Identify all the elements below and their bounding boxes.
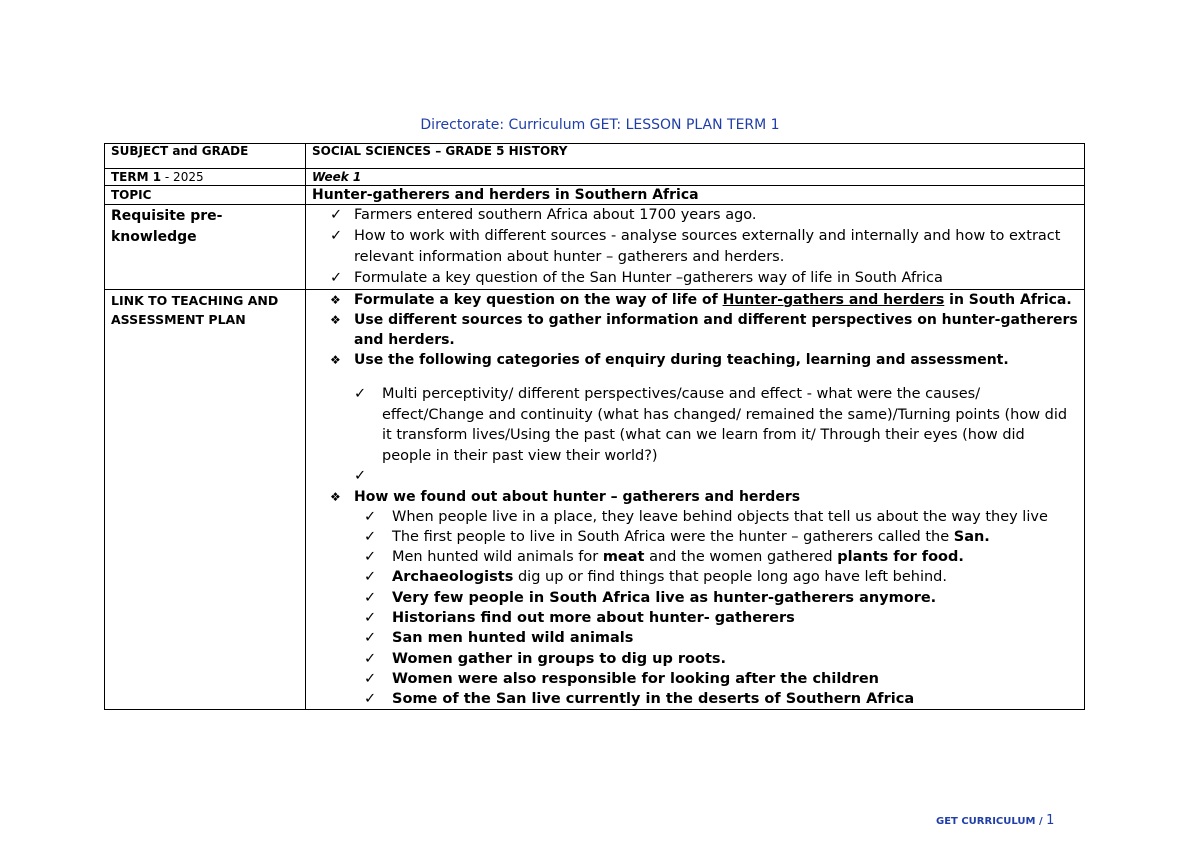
list-item-text: The first people to live in South Africa were the hunter – gatherers called the [392, 528, 954, 545]
check-icon: ✓ [330, 270, 343, 286]
list-item-text: Women were also responsible for looking after the children [392, 670, 879, 687]
diamond-bullet-icon: ❖ [330, 489, 341, 504]
check-icon: ✓ [364, 650, 377, 667]
page-title: Directorate: Curriculum GET: LESSON PLAN TERM 1 [420, 117, 780, 133]
list-item [330, 205, 1078, 226]
check-icon: ✓ [364, 691, 377, 708]
diamond-bullet-icon: ❖ [330, 353, 341, 367]
check-icon: ✓ [364, 528, 377, 545]
diamond-bullet-icon: ❖ [330, 313, 341, 327]
term-value [306, 169, 1085, 186]
list-item-text: Some of the San live currently in the deserts of Southern Africa [392, 691, 915, 708]
list-item [354, 466, 1078, 487]
list-item-text: Formulate a key question of the San Hunter –gatherers way of life in South Africa [354, 270, 943, 286]
check-icon: ✓ [364, 670, 377, 687]
prerequisite-row [105, 205, 1085, 290]
check-icon: ✓ [364, 630, 377, 647]
list-item-text: Multi perceptivity/ different perspectives/cause and effect - what were the causes/ effect/Change and continuity (what has changed/ remained the same)/Turning points (how did it transform lives/Using the past (what can we learn from it/ Through their eyes (how did people in their past view their world?) [382, 386, 1068, 464]
list-item-text: and the women gathered [644, 549, 838, 566]
list-item [364, 527, 1078, 547]
facts-list [364, 507, 1078, 710]
objective-item [330, 350, 1078, 370]
list-item [364, 669, 1078, 689]
list-item-bold: San. [953, 528, 990, 545]
list-item [364, 567, 1078, 587]
objective-text: Use the following categories of enquiry during teaching, learning and assessment. [354, 352, 1009, 368]
topic-label: TOPIC [105, 186, 306, 205]
list-item [364, 689, 1078, 709]
check-icon: ✓ [364, 589, 377, 606]
list-item-text: Very few people in South Africa live as hunter-gatherers anymore. [392, 589, 937, 606]
subject-row [105, 144, 1085, 169]
list-item-text: When people live in a place, they leave behind objects that tell us about the way they live [392, 508, 1048, 525]
check-icon: ✓ [364, 508, 377, 525]
week-label: Week 1 [312, 170, 362, 184]
list-item-text: Men hunted wild animals for [392, 549, 603, 566]
list-item [364, 608, 1078, 628]
objective-item [330, 290, 1078, 310]
term-row [105, 169, 1085, 186]
list-item-text: Farmers entered southern Africa about 1700 years ago. [354, 207, 757, 223]
lesson-plan-table [104, 143, 1085, 710]
link-label: LINK TO TEACHING AND ASSESSMENT PLAN [105, 290, 306, 710]
objective-text-end: in South Africa. [944, 292, 1072, 308]
objective-underlined: Hunter-gathers and herders [722, 292, 945, 308]
subject-label: SUBJECT and GRADE [105, 144, 306, 169]
prerequisite-label: Requisite pre-knowledge [105, 205, 306, 290]
list-item-text: How to work with different sources - analyse sources externally and internally and how to extract relevant information about hunter – gatherers and herders. [354, 228, 1061, 265]
term-label-bold: TERM 1 [111, 170, 162, 184]
list-item [330, 268, 1078, 289]
term-label [105, 169, 306, 186]
check-icon: ✓ [354, 468, 367, 484]
list-item-text: San men hunted wild animals [392, 630, 634, 647]
prerequisite-list [312, 205, 1078, 289]
list-item [354, 384, 1078, 466]
list-item [330, 226, 1078, 268]
list-item [364, 547, 1078, 567]
footer-label: GET CURRICULUM / [936, 816, 1047, 827]
check-icon: ✓ [330, 207, 343, 223]
objective-text: How we found out about hunter – gatherers and herders [354, 488, 801, 505]
link-row [105, 290, 1085, 710]
list-item [364, 649, 1078, 669]
list-item-bold: meat [602, 549, 645, 566]
list-item-text: Women gather in groups to dig up roots. [392, 650, 727, 667]
list-item-bold: Archaeologists [392, 569, 514, 586]
enquiry-list [354, 384, 1078, 487]
list-item [364, 628, 1078, 648]
term-label-year: - 2025 [161, 170, 204, 184]
list-item-text: Historians find out more about hunter- gatherers [392, 609, 795, 626]
topic-value: Hunter-gatherers and herders in Southern Africa [306, 186, 1085, 205]
prerequisite-cell [306, 205, 1085, 290]
check-icon: ✓ [364, 569, 377, 586]
list-item [364, 507, 1078, 527]
diamond-bullet-icon: ❖ [330, 293, 341, 307]
check-icon: ✓ [364, 549, 377, 566]
check-icon: ✓ [354, 386, 367, 402]
objective-text: Use different sources to gather information and different perspectives on hunter-gatherers and herders. [354, 312, 1078, 348]
objective-item [330, 487, 1078, 507]
page-number: 1 [1046, 813, 1055, 828]
list-item [364, 588, 1078, 608]
list-item-text: dig up or find things that people long ago have left behind. [513, 569, 947, 586]
link-cell [306, 290, 1085, 710]
objective-text: Formulate a key question on the way of life of [354, 292, 723, 308]
check-icon: ✓ [330, 228, 343, 244]
topic-row [105, 186, 1085, 205]
check-icon: ✓ [364, 609, 377, 626]
subject-value: SOCIAL SCIENCES – GRADE 5 HISTORY [306, 144, 1085, 169]
objective-item [330, 310, 1078, 350]
list-item-bold: plants for food. [837, 549, 964, 566]
page-footer [936, 813, 1054, 828]
